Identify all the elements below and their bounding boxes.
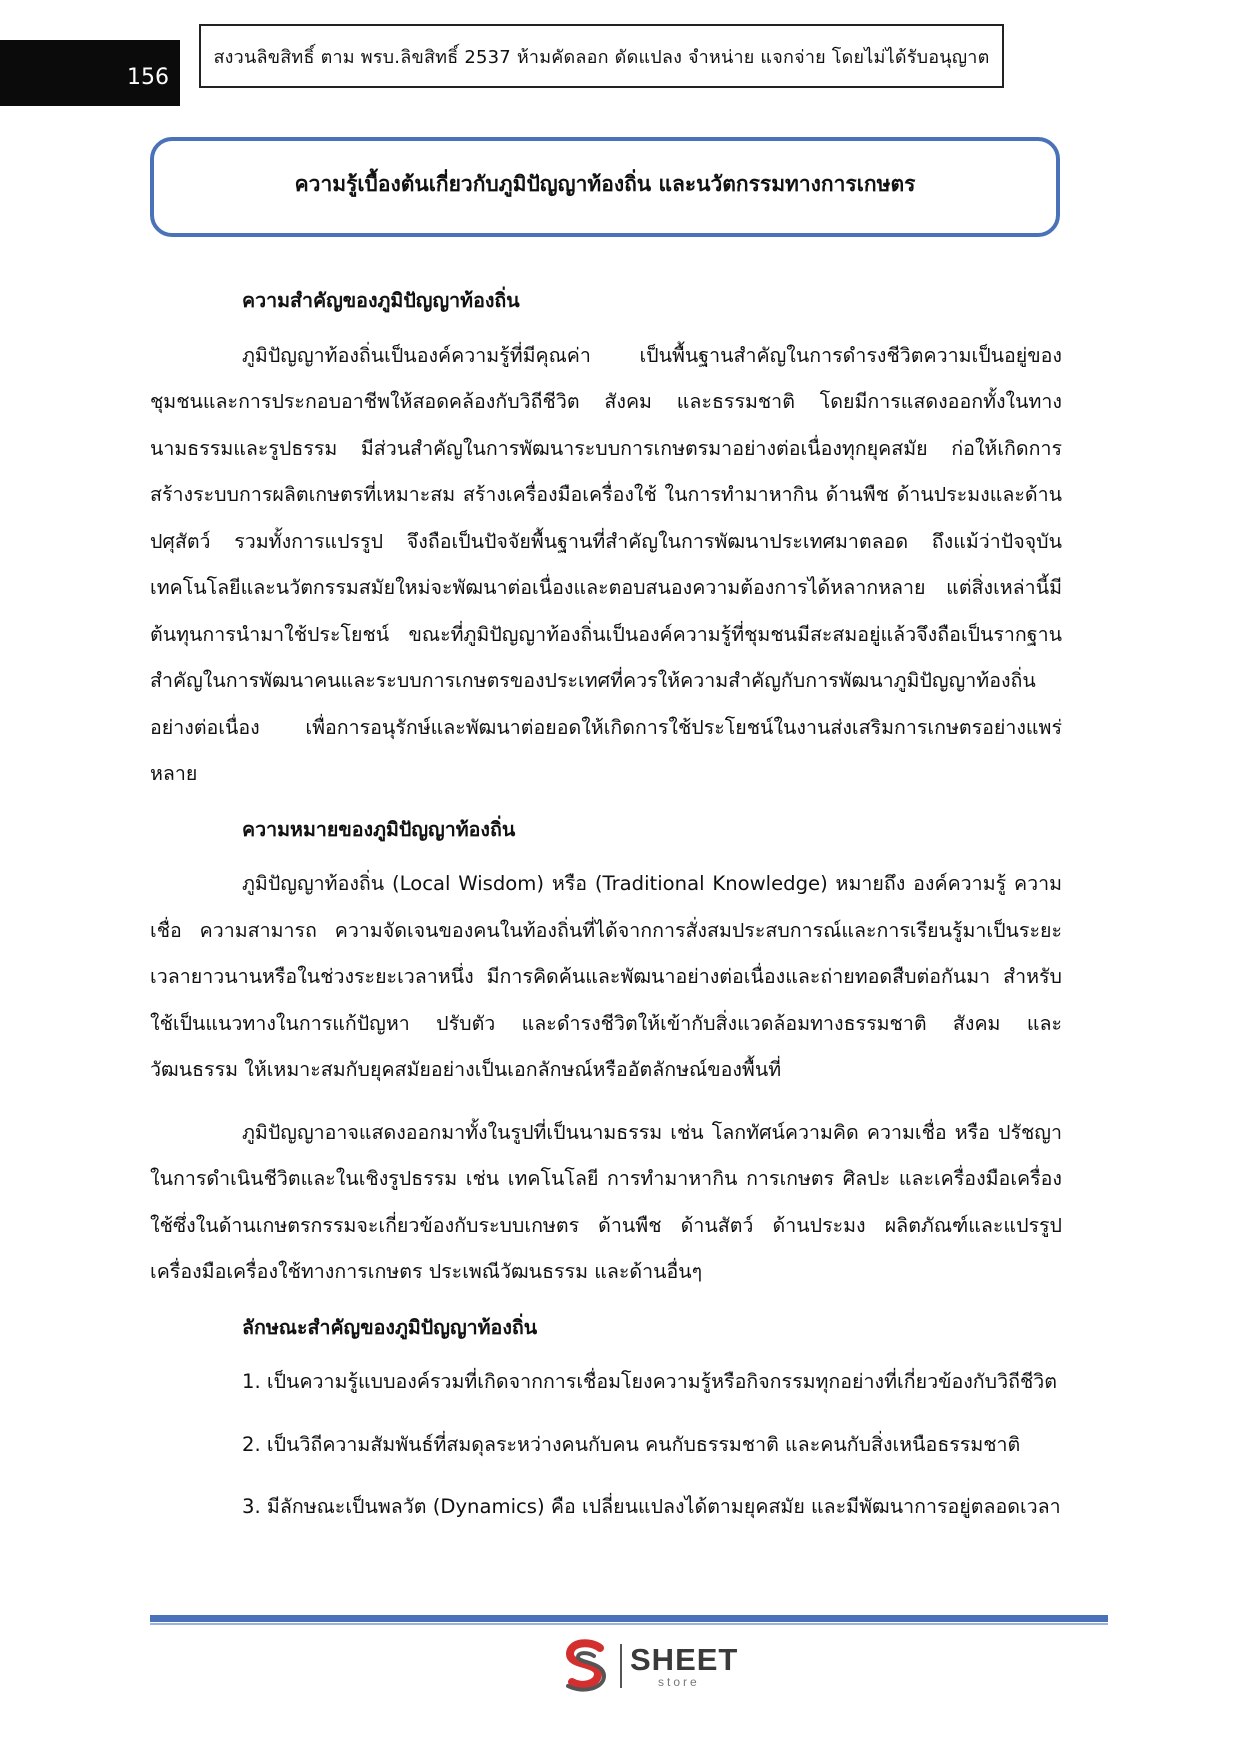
meaning-paragraph-1: ภูมิปัญญาท้องถิ่น (Local Wisdom) หรือ (Traditional Knowledge) หมายถึง องค์ความรู้ ความเชื่อ ความสามารถ ความจัดเจนของคนในท้องถิ่นที่ได้จากการสั่งสมประสบการณ์และการเรียนรู้มาเป็นระยะเวลายาวนานหรือในช่วงระยะเวลาหนึ่ง มีการคิดค้นและพัฒนาอย่างต่อเนื่องและถ่ายทอดสืบต่อกันมา สำหรับใช้เป็นแนวทางในการแก้ปัญหา ปรับตัว และดำรงชีวิตให้เข้ากับสิ่งแวดล้อมทางธรรมชาติ สังคม และวัฒนธรรม ให้เหมาะสมกับยุคสมัยอย่างเป็นเอกลักษณ์หรืออัตลักษณ์ของพื้นที่ bbox=[150, 872, 1062, 1081]
footer-rule-thin bbox=[150, 1623, 1108, 1625]
importance-paragraph: ภูมิปัญญาท้องถิ่นเป็นองค์ความรู้ที่มีคุณค่า เป็นพื้นฐานสำคัญในการดำรงชีวิตความเป็นอยู่ของชุมชนและการประกอบอาชีพให้สอดคล้องกับวิถีชีวิต สังคม และธรรมชาติ โดยมีการแสดงออกทั้งในทางนามธรรมและรูปธรรม มีส่วนสำคัญในการพัฒนาระบบการเกษตรมาอย่างต่อเนื่องทุกยุคสมัย ก่อให้เกิดการสร้างระบบการผลิตเกษตรที่เหมาะสม สร้างเครื่องมือเครื่องใช้ ในการทำมาหากิน ด้านพืช ด้านประมงและด้านปศุสัตว์ รวมทั้งการแปรรูป จึงถือเป็นปัจจัยพื้นฐานที่สำคัญในการพัฒนาประเทศมาตลอด ถึงแม้ว่าปัจจุบันเทคโนโลยีและนวัตกรรมสมัยใหม่จะพัฒนาต่อเนื่องและตอบสนองความต้องการได้หลากหลาย แต่สิ่งเหล่านี้มีต้นทุนการนำมาใช้ประโยชน์ ขณะที่ภูมิปัญญาท้องถิ่นเป็นองค์ความรู้ที่ชุมชนมีสะสมอยู่แล้วจึงถือเป็นรากฐานสำคัญในการพัฒนาคนและระบบการเกษตรของประเทศที่ควรให้ความสำคัญกับการพัฒนาภูมิปัญญาท้องถิ่นอย่างต่อเนื่อง เพื่อการอนุรักษ์และพัฒนาต่อยอดให้เกิดการใช้ประโยชน์ในงานส่งเสริมการเกษตรอย่างแพร่หลาย bbox=[150, 343, 1062, 785]
section-heading-characteristics: ลักษณะสำคัญของภูมิปัญญาท้องถิ่น bbox=[242, 1315, 538, 1339]
document-body bbox=[150, 278, 1062, 1531]
logo-text: SHEET bbox=[630, 1642, 739, 1677]
characteristic-item-3: 3. มีลักษณะเป็นพลวัต (Dynamics) คือ เปลี่ยนแปลงได้ตามยุคสมัย และมีพัฒนาการอยู่ตลอดเวลา bbox=[242, 1495, 1061, 1518]
page-number: 156 bbox=[127, 64, 169, 90]
logo-text-block bbox=[630, 1644, 738, 1688]
section-heading-meaning: ความหมายของภูมิปัญญาท้องถิ่น bbox=[242, 817, 516, 841]
logo-subtext: store bbox=[658, 1675, 700, 1689]
sheet-store-logo bbox=[560, 1636, 738, 1696]
document-title-box bbox=[150, 137, 1060, 237]
section-heading-importance: ความสำคัญของภูมิปัญญาท้องถิ่น bbox=[242, 289, 520, 312]
meaning-paragraph-2: ภูมิปัญญาอาจแสดงออกมาทั้งในรูปที่เป็นนามธรรม เช่น โลกทัศน์ความคิด ความเชื่อ หรือ ปรัชญาในการดำเนินชีวิตและในเชิงรูปธรรม เช่น เทคโนโลยี การทำมาหากิน การเกษตร ศิลปะ และเครื่องมือเครื่องใช้ซึ่งในด้านเกษตรกรรมจะเกี่ยวข้องกับระบบเกษตร ด้านพืช ด้านสัตว์ ด้านประมง ผลิตภัณฑ์และแปรรูป เครื่องมือเครื่องใช้ทางการเกษตร ประเพณีวัฒนธรรม และด้านอื่นๆ bbox=[150, 1120, 1062, 1283]
document-title: ความรู้เบื้องต้นเกี่ยวกับภูมิปัญญาท้องถิ่น และนวัตกรรมทางการเกษตร bbox=[294, 171, 916, 196]
copyright-notice-text: สงวนลิขสิทธิ์ ตาม พรบ.ลิขสิทธิ์ 2537 ห้ามคัดลอก ดัดแปลง จำหน่าย แจกจ่าย โดยไม่ได้รับอนุญาต bbox=[213, 46, 990, 68]
logo-divider bbox=[620, 1644, 622, 1688]
characteristic-item-1: 1. เป็นความรู้แบบองค์รวมที่เกิดจากการเชื่อมโยงความรู้หรือกิจกรรมทุกอย่างที่เกี่ยวข้องกับวิถีชีวิต bbox=[242, 1370, 1057, 1393]
page-number-box bbox=[0, 40, 180, 106]
sheet-store-logo-icon bbox=[560, 1638, 612, 1694]
characteristic-item-2: 2. เป็นวิถีความสัมพันธ์ที่สมดุลระหว่างคนกับคน คนกับธรรมชาติ และคนกับสิ่งเหนือธรรมชาติ bbox=[242, 1432, 1021, 1456]
footer-rule bbox=[150, 1615, 1108, 1622]
copyright-notice bbox=[199, 24, 1004, 88]
